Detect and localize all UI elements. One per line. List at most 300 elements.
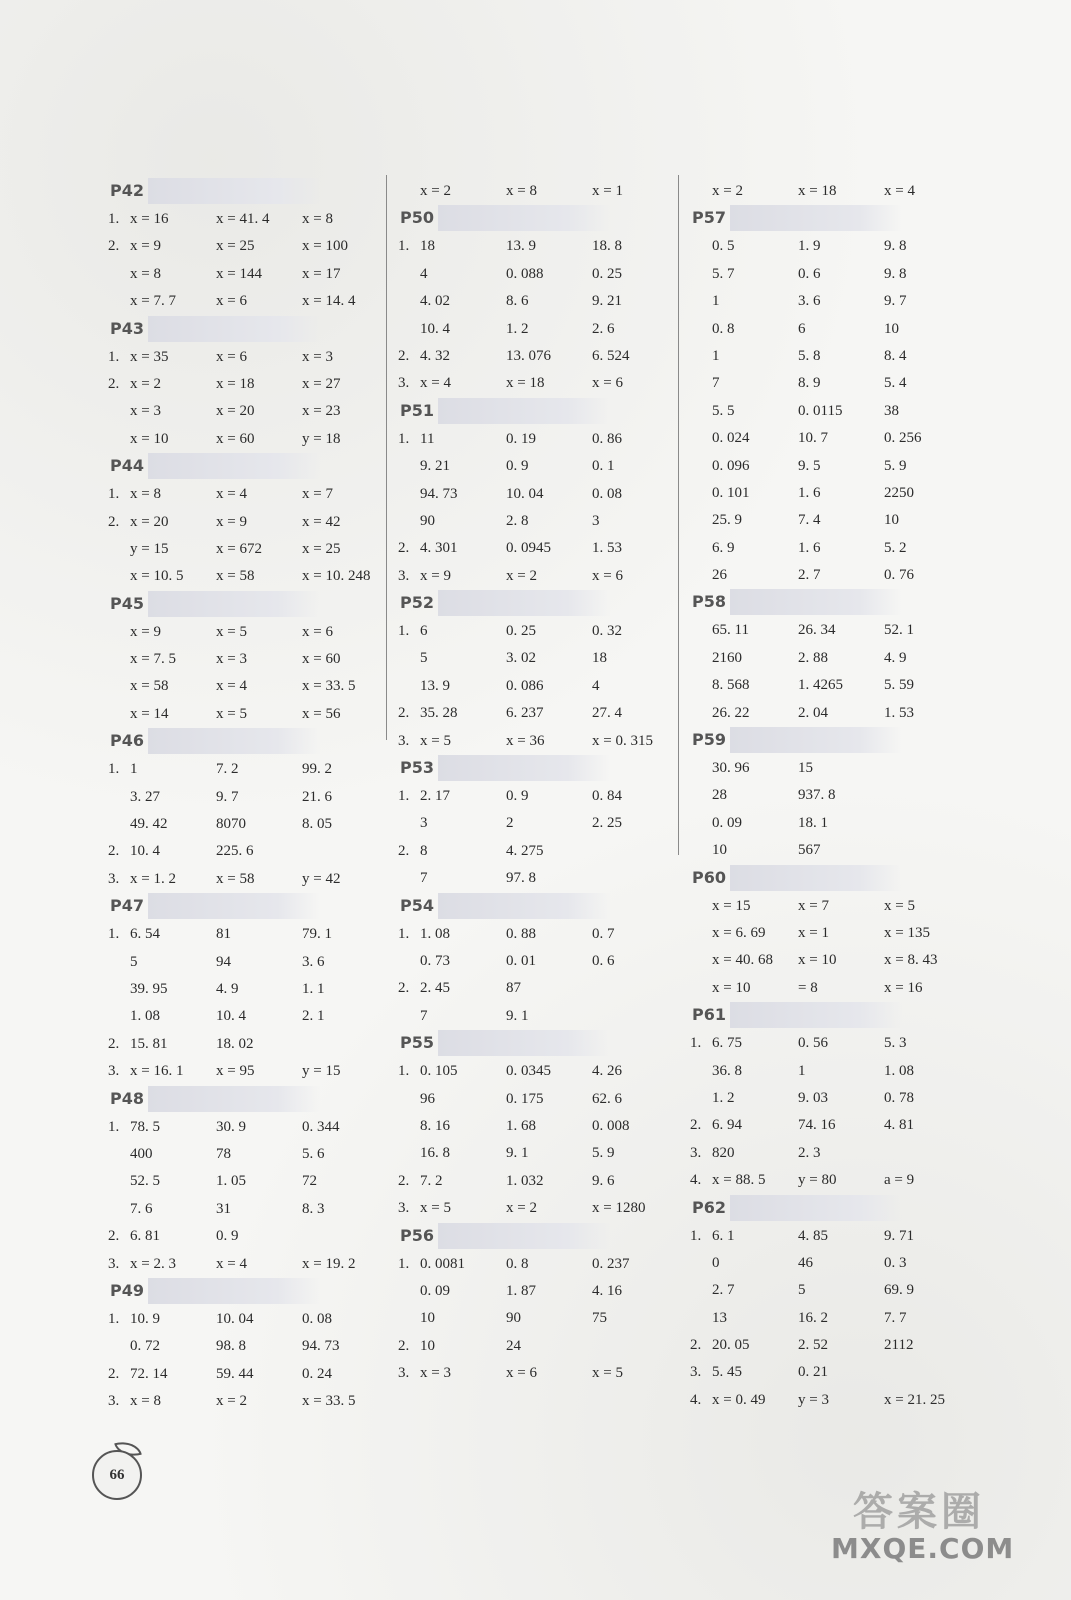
answer-cell: 9. 6 — [592, 1172, 615, 1189]
answer-cell: 13. 9 — [506, 238, 536, 255]
question-number: 2. — [398, 842, 410, 859]
answer-cell: 5. 4 — [884, 375, 907, 392]
answer-cell: 7. 7 — [884, 1309, 907, 1326]
answer-row — [398, 178, 688, 205]
answer-row — [690, 1030, 980, 1057]
answer-cell: 1. 1 — [302, 980, 325, 997]
answer-cell: x = 2 — [506, 1200, 537, 1217]
question-number: 2. — [108, 1228, 120, 1245]
answer-row — [398, 921, 688, 948]
section-title: P47 — [108, 893, 320, 919]
question-number — [398, 316, 420, 343]
answer-cell: 6. 81 — [130, 1228, 160, 1245]
question-number — [108, 288, 130, 315]
answer-cell: 1 — [130, 761, 138, 778]
question-number: 3. — [108, 870, 120, 887]
answer-cell: 4. 9 — [884, 649, 907, 666]
answer-cell: 5. 7 — [712, 265, 735, 282]
answer-cell: 13 — [712, 1309, 727, 1326]
answer-cell: 5. 8 — [798, 347, 821, 364]
answer-cell: 0 — [712, 1254, 720, 1271]
page-number-badge — [88, 1440, 148, 1500]
answer-row — [690, 782, 980, 809]
question-number — [690, 178, 712, 205]
answer-cell: x = 33. 5 — [302, 678, 356, 695]
answer-cell: x = 2 — [712, 183, 743, 199]
answer-cell: 0. 01 — [506, 952, 536, 969]
answer-section — [108, 1086, 398, 1278]
answer-cell: 4. 275 — [506, 842, 544, 859]
answer-section — [398, 590, 688, 755]
question-number — [690, 672, 712, 699]
question-number — [690, 288, 712, 315]
answer-cell: x = 4 — [884, 183, 915, 199]
answer-cell — [884, 782, 974, 809]
answer-cell: 10. 04 — [216, 1310, 254, 1327]
question-number: 3. — [690, 1364, 702, 1381]
answer-cell: 820 — [712, 1144, 735, 1161]
question-number — [108, 1003, 130, 1030]
answer-cell: x = 10. 5 — [130, 568, 184, 585]
answer-row — [398, 975, 688, 1002]
section-title: P58 — [690, 589, 902, 615]
question-number — [108, 1168, 130, 1195]
question-number — [690, 1250, 712, 1277]
answer-section — [108, 316, 398, 454]
answer-row — [108, 811, 398, 838]
answer-cell: 24 — [506, 1337, 521, 1354]
answer-row — [398, 1113, 688, 1140]
section-title: P61 — [690, 1002, 902, 1028]
answer-cell: x = 9 — [420, 567, 451, 584]
answer-cell: 96 — [420, 1090, 435, 1107]
question-number — [398, 865, 420, 892]
answer-cell: x = 7 — [302, 486, 333, 503]
answer-cell: 0. 24 — [302, 1365, 332, 1382]
answer-cell: 6. 237 — [506, 705, 544, 722]
answer-cell — [884, 755, 974, 782]
answer-cell: x = 6 — [216, 348, 247, 365]
answer-cell: 8 — [420, 842, 428, 859]
answer-cell: 6 — [798, 320, 806, 337]
answer-cell: 2. 25 — [592, 815, 622, 832]
answer-cell: 28 — [712, 787, 727, 804]
answer-cell: a = 9 — [884, 1172, 915, 1189]
answer-cell: x = 4 — [420, 375, 451, 392]
answer-cell: 0. 08 — [302, 1310, 332, 1327]
question-number: 1. — [108, 1118, 120, 1135]
question-number — [108, 784, 130, 811]
question-number: 4. — [690, 1172, 702, 1189]
answer-cell: 2112 — [884, 1337, 914, 1354]
answer-cell: x = 10 — [130, 430, 169, 447]
answer-cell: 4. 9 — [216, 980, 239, 997]
answer-cell: x = 18 — [506, 375, 545, 392]
question-number: 2. — [108, 375, 120, 392]
answer-cell: 10. 4 — [130, 843, 160, 860]
answer-cell: 30. 96 — [712, 760, 750, 777]
section-title: P49 — [108, 1278, 320, 1304]
answer-cell: x = 7 — [798, 897, 829, 914]
answer-cell: 0. 0345 — [506, 1063, 551, 1080]
answer-cell: x = 56 — [302, 705, 341, 722]
answer-row — [398, 838, 688, 865]
answer-row — [690, 1223, 980, 1250]
question-number — [108, 976, 130, 1003]
answer-cell: 1. 53 — [592, 540, 622, 557]
answer-cell: y = 3 — [798, 1391, 829, 1408]
question-number — [690, 1277, 712, 1304]
answer-row — [690, 1167, 980, 1194]
answer-cell: 10. 4 — [420, 320, 450, 337]
answer-row — [108, 673, 398, 700]
answer-row — [108, 426, 398, 453]
answer-cell: 13. 076 — [506, 347, 551, 364]
answer-row — [108, 1114, 398, 1141]
answer-row — [690, 810, 980, 837]
answer-cell: 9. 8 — [884, 265, 907, 282]
answer-cell: 2250 — [884, 484, 914, 501]
answer-column-1 — [108, 178, 398, 1415]
answer-row — [108, 1388, 398, 1415]
answer-cell: 36. 8 — [712, 1062, 742, 1079]
answer-row — [108, 563, 398, 590]
answer-cell: x = 0. 49 — [712, 1391, 766, 1408]
question-number: 1. — [108, 1310, 120, 1327]
answer-row — [108, 1058, 398, 1085]
answer-cell — [592, 1003, 682, 1030]
answer-row — [690, 920, 980, 947]
answer-cell: 99. 2 — [302, 761, 332, 778]
question-number: 2. — [108, 238, 120, 255]
answer-cell: 5. 5 — [712, 402, 735, 419]
answer-cell: 0. 78 — [884, 1089, 914, 1106]
answer-section — [690, 178, 980, 205]
answer-section — [398, 1223, 688, 1388]
question-number — [690, 837, 712, 864]
answer-cell: 5. 9 — [592, 1145, 615, 1162]
question-number: 3. — [108, 1255, 120, 1272]
answer-cell: 78. 5 — [130, 1118, 160, 1135]
section-title: P55 — [398, 1030, 610, 1056]
answer-cell: x = 8. 43 — [884, 952, 938, 969]
answer-cell: 1. 2 — [506, 320, 529, 337]
question-number: 2. — [398, 347, 410, 364]
answer-cell: 8. 05 — [302, 816, 332, 833]
answer-row — [398, 783, 688, 810]
answer-cell: 0. 86 — [592, 430, 622, 447]
answer-cell: 13. 9 — [420, 677, 450, 694]
answer-section — [398, 1030, 688, 1222]
answer-cell: 1. 08 — [130, 1008, 160, 1025]
answer-cell — [884, 837, 974, 864]
answer-cell: 2. 7 — [798, 567, 821, 584]
answer-cell: y = 42 — [302, 870, 341, 887]
answer-cell: 8. 6 — [506, 293, 529, 310]
answer-cell: 0. 5 — [712, 238, 735, 255]
answer-cell: 5. 9 — [884, 457, 907, 474]
question-number: 1. — [398, 1255, 410, 1272]
answer-cell: 3. 02 — [506, 650, 536, 667]
answer-cell: 1 — [712, 347, 720, 364]
answer-cell: x = 8 — [302, 211, 333, 227]
answer-cell: x = 4 — [216, 486, 247, 503]
answer-cell: 0. 08 — [592, 485, 622, 502]
answer-cell: 16. 2 — [798, 1309, 828, 1326]
answer-section — [398, 893, 688, 1031]
answer-cell: 65. 11 — [712, 622, 749, 639]
answer-cell: 1 — [712, 293, 720, 310]
answer-cell: 25. 9 — [712, 512, 742, 529]
answer-section — [108, 591, 398, 729]
answer-cell: 5. 59 — [884, 677, 914, 694]
answer-cell: 8. 9 — [798, 375, 821, 392]
answer-section — [108, 178, 398, 316]
answer-row — [398, 1003, 688, 1030]
answer-row — [398, 1168, 688, 1195]
answer-cell: 0. 344 — [302, 1118, 340, 1135]
answer-row — [108, 646, 398, 673]
question-number: 1. — [398, 925, 410, 942]
answer-cell: 26. 22 — [712, 704, 750, 721]
section-title: P60 — [690, 865, 902, 891]
question-number: 2. — [108, 513, 120, 530]
answer-cell: x = 19. 2 — [302, 1255, 356, 1272]
answer-row — [398, 1195, 688, 1222]
section-title: P42 — [108, 178, 320, 204]
page-number: 66 — [109, 1467, 125, 1483]
answer-row — [108, 206, 398, 233]
answer-cell: 2. 52 — [798, 1337, 828, 1354]
answer-row — [398, 535, 688, 562]
answer-cell: 1. 9 — [798, 238, 821, 255]
answer-row — [690, 1112, 980, 1139]
answer-cell: 69. 9 — [884, 1282, 914, 1299]
answer-cell: 39. 95 — [130, 980, 168, 997]
answer-section — [398, 398, 688, 590]
answer-cell: x = 5 — [592, 1365, 623, 1382]
answer-cell: x = 14. 4 — [302, 293, 356, 310]
answer-cell: x = 5 — [216, 623, 247, 640]
answer-cell: 3. 27 — [130, 788, 160, 805]
question-number: 3. — [398, 1200, 410, 1217]
answer-cell — [884, 1359, 974, 1386]
answer-cell: 11 — [420, 430, 435, 447]
answer-cell: 59. 44 — [216, 1365, 254, 1382]
answer-cell: 1. 87 — [506, 1282, 536, 1299]
answer-cell: 20. 05 — [712, 1337, 750, 1354]
answer-cell: 0. 175 — [506, 1090, 544, 1107]
answer-cell: x = 1. 2 — [130, 870, 176, 887]
answer-row — [398, 453, 688, 480]
answer-section — [690, 865, 980, 1003]
answer-cell: 78 — [216, 1145, 231, 1162]
answer-cell: x = 6 — [302, 623, 333, 640]
answer-cell: 4 — [420, 265, 428, 282]
answer-cell: 4 — [592, 677, 600, 694]
answer-cell: 400 — [130, 1145, 153, 1162]
answer-cell: 3. 6 — [798, 293, 821, 310]
answer-cell: x = 2 — [506, 567, 537, 584]
answer-cell: x = 7. 7 — [130, 293, 176, 310]
answer-cell: 0. 3 — [884, 1254, 907, 1271]
answer-cell: 1. 08 — [420, 925, 450, 942]
question-number — [108, 563, 130, 590]
question-number — [690, 975, 712, 1002]
answer-row — [108, 784, 398, 811]
answer-row — [108, 1031, 398, 1058]
answer-cell: 1. 6 — [798, 484, 821, 501]
answer-row — [690, 1359, 980, 1386]
answer-cell: x = 16. 1 — [130, 1063, 184, 1080]
question-number — [690, 343, 712, 370]
answer-row — [108, 509, 398, 536]
question-number — [398, 948, 420, 975]
answer-cell: 8. 16 — [420, 1117, 450, 1134]
question-number: 1. — [108, 926, 120, 943]
answer-cell: 0. 84 — [592, 788, 622, 805]
answer-cell: x = 8 — [130, 265, 161, 282]
answer-row — [690, 617, 980, 644]
question-number — [690, 1058, 712, 1085]
section-title: P53 — [398, 755, 610, 781]
question-number — [690, 507, 712, 534]
answer-cell: 2. 45 — [420, 980, 450, 997]
answer-row — [398, 673, 688, 700]
answer-cell: y = 15 — [130, 540, 169, 557]
answer-cell: 2. 3 — [798, 1144, 821, 1161]
answer-row — [108, 398, 398, 425]
question-number — [690, 947, 712, 974]
answer-row — [108, 288, 398, 315]
answer-cell: 6. 524 — [592, 347, 630, 364]
answer-cell: x = 17 — [302, 265, 341, 282]
question-number — [690, 535, 712, 562]
answer-cell: 6. 54 — [130, 926, 160, 943]
answer-cell: x = 95 — [216, 1063, 255, 1080]
answer-cell: 1. 6 — [798, 539, 821, 556]
answer-row — [398, 563, 688, 590]
answer-row — [690, 562, 980, 589]
answer-row — [690, 1140, 980, 1167]
answer-cell: 2. 88 — [798, 649, 828, 666]
question-number: 2. — [398, 980, 410, 997]
section-title: P59 — [690, 727, 902, 753]
answer-cell: y = 15 — [302, 1063, 341, 1080]
answer-section — [690, 1002, 980, 1194]
answer-cell: 0. 73 — [420, 952, 450, 969]
question-number — [398, 261, 420, 288]
answer-cell: x = 20 — [216, 403, 255, 420]
answer-cell: 18. 02 — [216, 1035, 254, 1052]
answer-cell: x = 25 — [216, 238, 255, 255]
answer-cell: 3. 6 — [302, 953, 325, 970]
answer-row — [108, 701, 398, 728]
answer-cell: x = 6 — [592, 375, 623, 392]
answer-cell: 0. 9 — [506, 788, 529, 805]
answer-cell: 75 — [592, 1310, 607, 1327]
question-number — [108, 536, 130, 563]
answer-section — [398, 205, 688, 397]
answer-section — [108, 728, 398, 893]
answer-cell: 9. 21 — [420, 458, 450, 475]
question-number — [690, 233, 712, 260]
question-number: 3. — [398, 732, 410, 749]
answer-row — [108, 756, 398, 783]
answer-row — [108, 233, 398, 260]
answer-cell: x = 0. 315 — [592, 732, 653, 749]
answer-cell: 0. 6 — [798, 265, 821, 282]
answer-cell: x = 5 — [216, 705, 247, 722]
answer-section — [690, 205, 980, 589]
answer-cell: 1 — [798, 1062, 806, 1079]
question-number — [690, 920, 712, 947]
answer-cell: 94. 73 — [302, 1338, 340, 1355]
answer-cell: 0. 21 — [798, 1364, 828, 1381]
answer-cell: 10 — [420, 1310, 435, 1327]
question-number — [690, 1305, 712, 1332]
answer-cell: 7. 4 — [798, 512, 821, 529]
answer-cell: 0. 0115 — [798, 402, 843, 419]
answer-row — [108, 976, 398, 1003]
answer-row — [398, 426, 688, 453]
question-number — [690, 562, 712, 589]
answer-row — [690, 645, 980, 672]
question-number — [108, 1333, 130, 1360]
answer-cell: 98. 8 — [216, 1338, 246, 1355]
answer-cell: x = 33. 5 — [302, 1393, 356, 1410]
answer-cell: 7. 2 — [216, 761, 239, 778]
answer-section — [398, 178, 688, 205]
answer-cell: 4. 16 — [592, 1282, 622, 1299]
answer-cell: 8. 4 — [884, 347, 907, 364]
answer-cell: 94 — [216, 953, 231, 970]
answer-cell: x = 6. 69 — [712, 924, 766, 941]
answer-row — [690, 288, 980, 315]
answer-cell: 35. 28 — [420, 705, 458, 722]
question-number: 3. — [108, 1393, 120, 1410]
answer-row — [690, 1277, 980, 1304]
question-number: 2. — [690, 1337, 702, 1354]
answer-cell: 18. 1 — [798, 814, 828, 831]
answer-cell: x = 16 — [130, 211, 169, 227]
answer-cell: 3 — [420, 815, 428, 832]
answer-row — [108, 619, 398, 646]
answer-cell: 9. 5 — [798, 457, 821, 474]
answer-cell: 937. 8 — [798, 787, 836, 804]
answer-cell: x = 18 — [798, 183, 837, 199]
answer-section — [108, 893, 398, 1085]
answer-cell: x = 58 — [216, 870, 255, 887]
answer-cell: 0. 9 — [506, 458, 529, 475]
section-title: P57 — [690, 205, 902, 231]
answer-cell: x = 60 — [216, 430, 255, 447]
answer-cell: 0. 256 — [884, 430, 922, 447]
question-number — [398, 508, 420, 535]
answer-section — [398, 755, 688, 893]
answer-cell: 8. 3 — [302, 1200, 325, 1217]
answer-row — [108, 921, 398, 948]
answer-cell: 2. 17 — [420, 788, 450, 805]
answer-cell: 7. 2 — [420, 1172, 443, 1189]
question-number — [690, 398, 712, 425]
answer-cell: 10 — [712, 842, 727, 859]
answer-cell: x = 2. 3 — [130, 1255, 176, 1272]
answer-cell: 31 — [216, 1200, 231, 1217]
answer-cell: 0. 76 — [884, 567, 914, 584]
answer-row — [398, 700, 688, 727]
answer-cell: 6. 75 — [712, 1035, 742, 1052]
